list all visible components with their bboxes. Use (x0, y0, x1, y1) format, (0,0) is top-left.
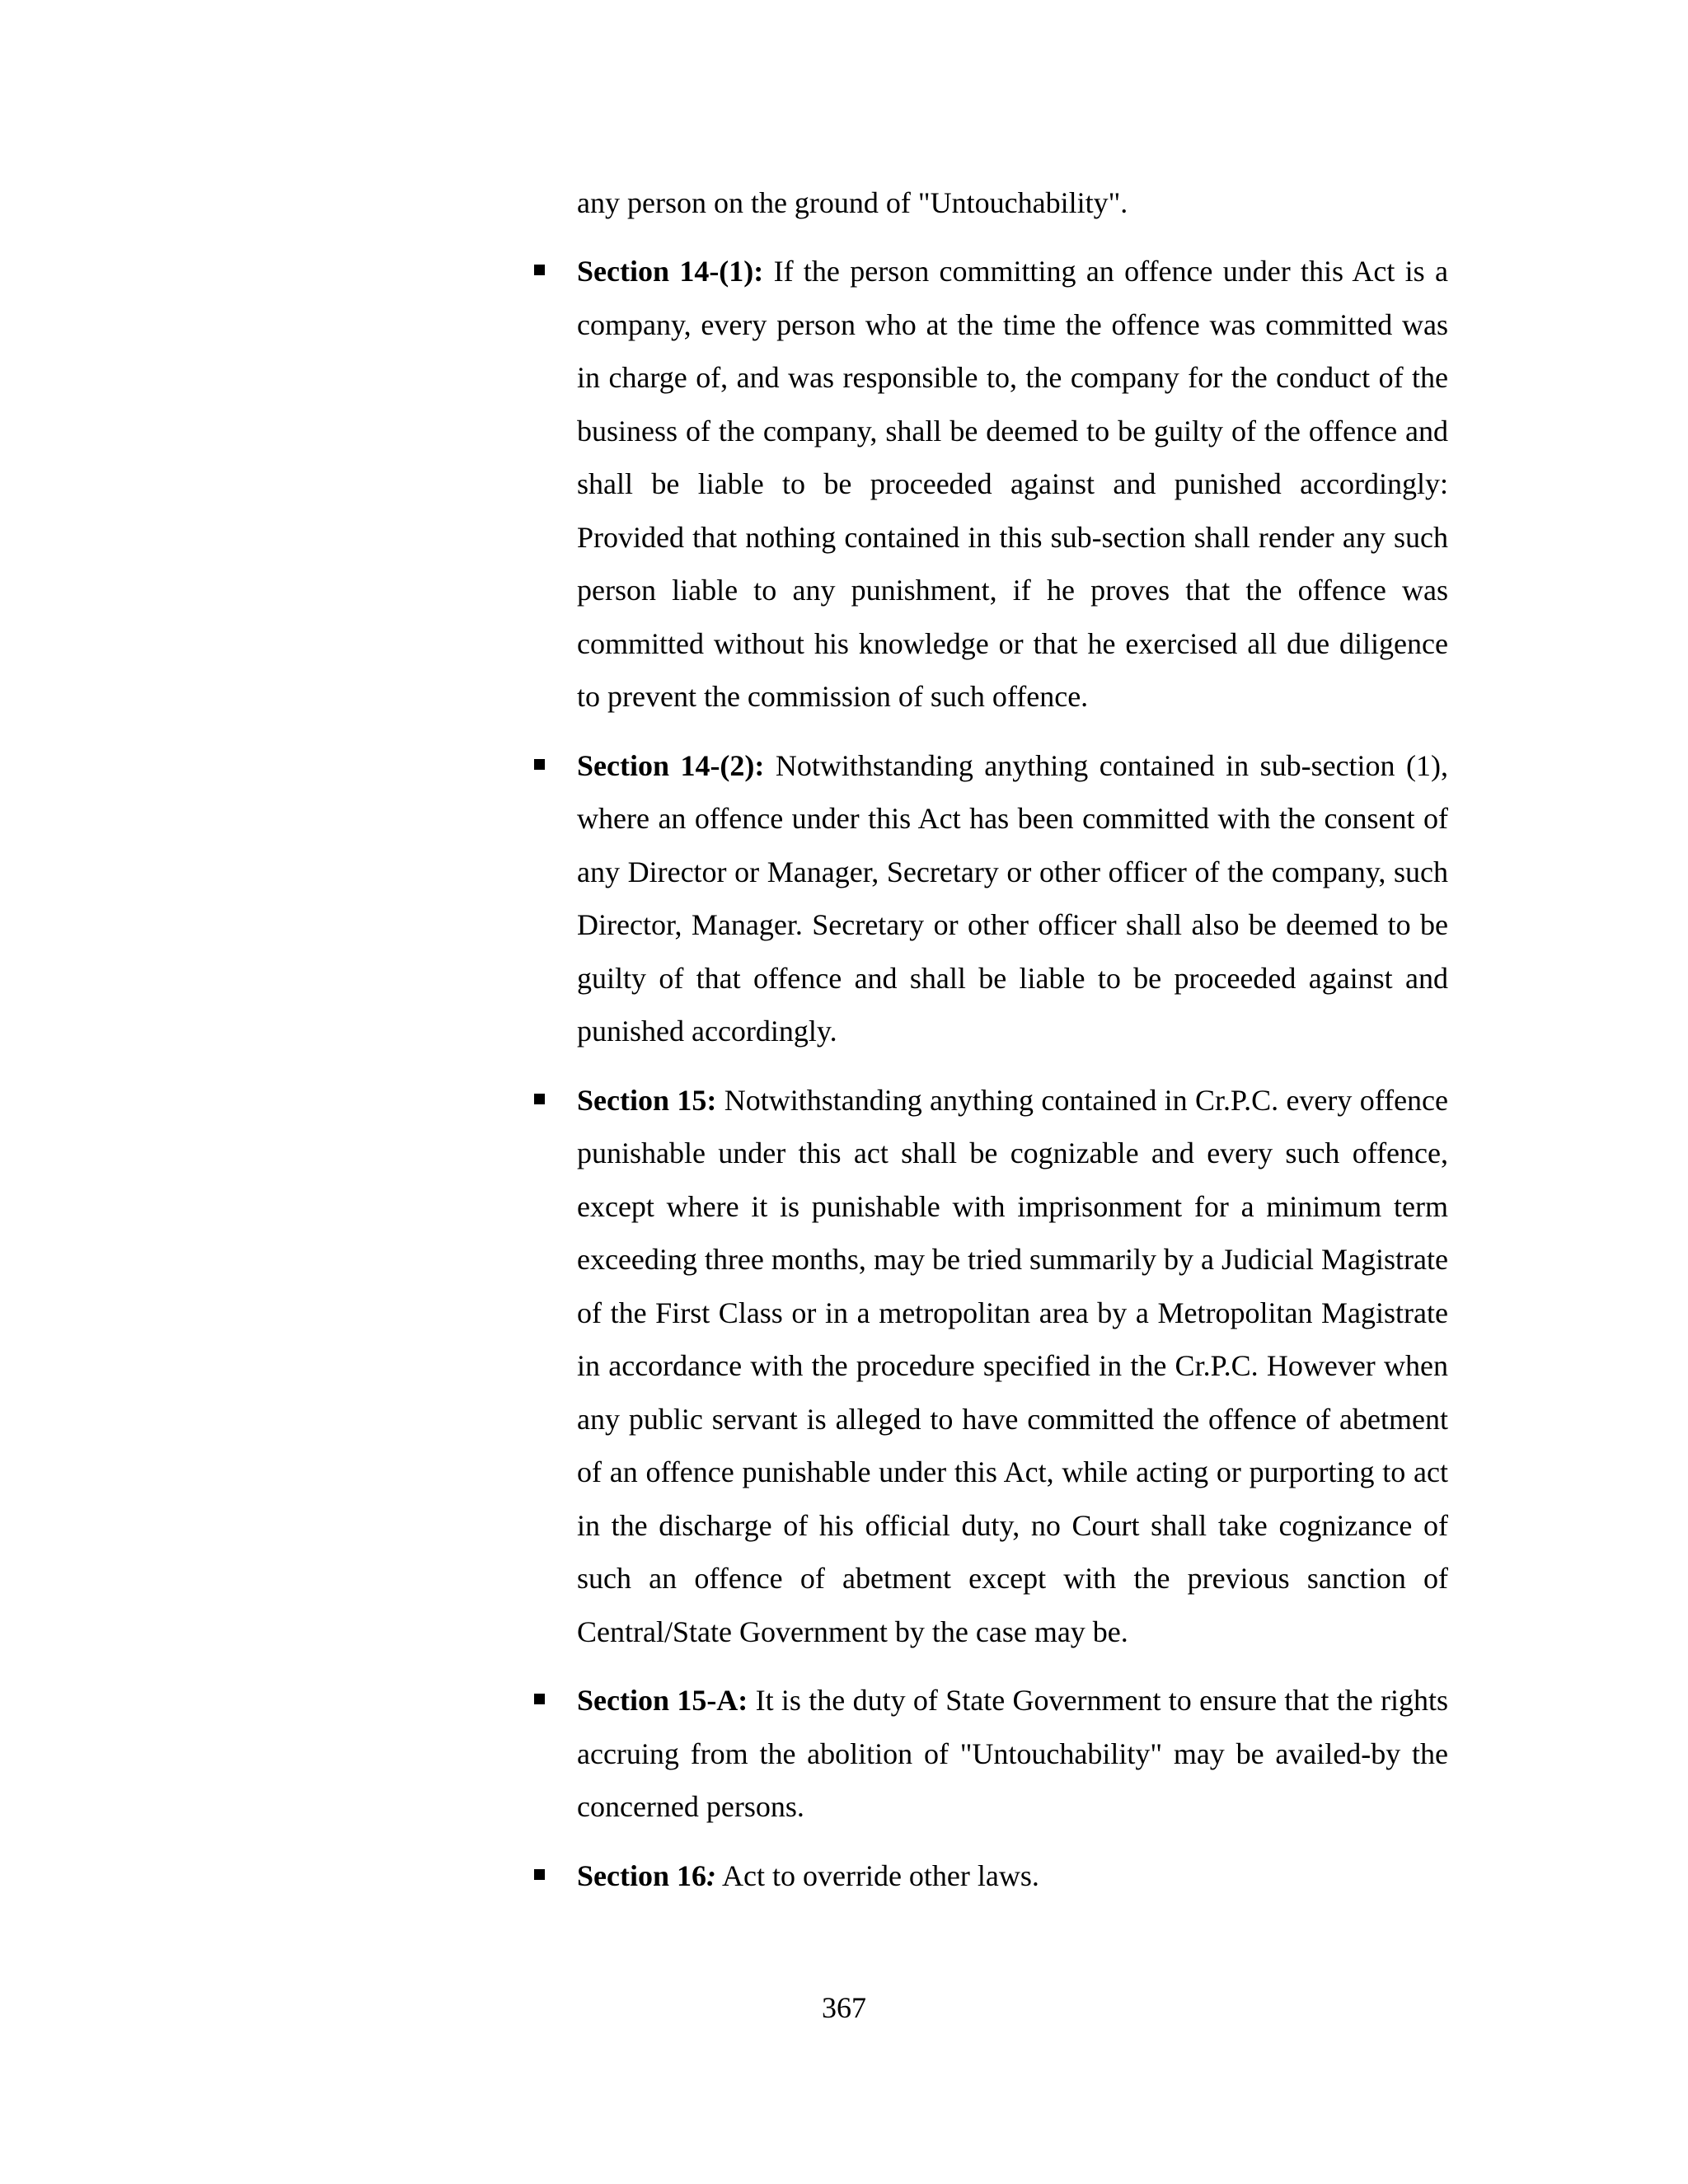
section-body: Notwithstanding anything contained in Cr.P.C. every offence punishable under this act shall be cognizable and every such offence, except where it is punishable with imprisonment for a minimum term exceeding three months, may be tried summarily by a Judicial Magistrate of the First Class or in a metropolitan area by a Metropolitan Magistrate in accordance with the procedure specified in the Cr.P.C. However when any public servant is alleged to have committed the offence of abetment of an offence punishable under this Act, while acting or purporting to act in the discharge of his official duty, no Court shall take cognizance of such an offence of abetment except with the previous sanction of Central/State Government by the case may be. (577, 1083, 1448, 1648)
section-body: Act to override other laws. (716, 1858, 1039, 1892)
square-bullet-icon (534, 759, 545, 770)
section-heading (577, 1859, 716, 1892)
square-bullet-icon (534, 265, 545, 275)
section-heading: Section 15-A: (577, 1684, 748, 1717)
section-body: It is the duty of State Government to ensure that the rights accruing from the abolition of "Untouchability" may be availed-by the concerned persons. (577, 1684, 1449, 1823)
page-number: 367 (822, 1991, 866, 2024)
square-bullet-icon (534, 1869, 545, 1880)
section-list (0, 245, 1688, 1918)
section-paragraph (577, 1674, 1448, 1834)
section-heading: Section 15: (577, 1083, 717, 1117)
section-heading-main: Section 16 (577, 1858, 706, 1892)
list-item-section-14-2 (0, 739, 1688, 1058)
continuation-paragraph: any person on the ground of "Untouchability". (577, 186, 1128, 219)
list-item-section-16 (0, 1849, 1688, 1903)
square-bullet-icon (534, 1694, 545, 1704)
section-paragraph (577, 1849, 1448, 1903)
section-paragraph (577, 739, 1448, 1058)
list-item-section-15 (0, 1074, 1688, 1659)
section-paragraph (577, 245, 1448, 724)
section-heading-colon: : (706, 1858, 716, 1892)
section-body: If the person committing an offence under this Act is a company, every person who at the time the offence was committed was in charge of, and was responsible to, the company for the conduct of the business of the company, shall be deemed to be guilty of the offence and shall be liable to be proceeded against and punished accordingly: Provided that nothing contained in this sub-section shall render any such person liable to any punishment, if he proves that the offence was committed without his knowledge or that he exercised all due diligence to prevent the commission of such offence. (577, 255, 1448, 713)
section-paragraph (577, 1074, 1448, 1659)
section-heading: Section 14-(2): (577, 748, 765, 782)
square-bullet-icon (534, 1094, 545, 1104)
section-body: Notwithstanding anything contained in sub-section (1), where an offence under this Act has been committed with the consent of any Director or Manager, Secretary or other officer of the company, such Director, Manager. Secretary or other officer shall also be deemed to be guilty of that offence and shall be liable to be proceeded against and punished accordingly. (577, 748, 1448, 1047)
list-item-section-14-1 (0, 245, 1688, 724)
list-item-section-15-a (0, 1674, 1688, 1834)
section-heading: Section 14-(1): (577, 255, 764, 288)
